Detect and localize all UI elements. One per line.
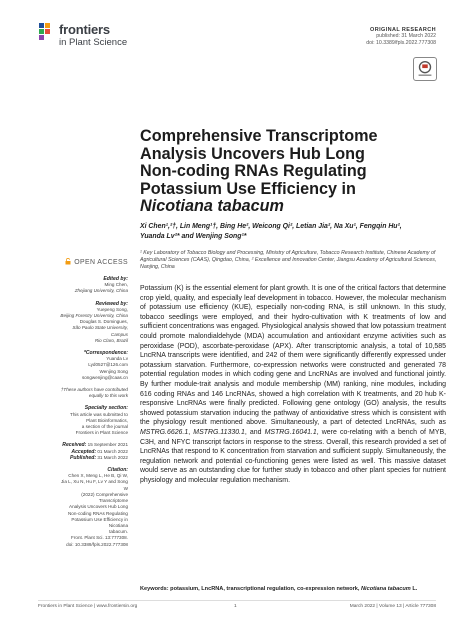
abstract-separator: , and <box>244 428 265 436</box>
published-date-sidebar: 31 March 2022 <box>97 454 128 460</box>
citation-line: Non-coding RNAs Regulating <box>67 510 128 516</box>
edited-by-section <box>58 276 128 295</box>
received-label: Received: <box>62 442 87 449</box>
citation-line: tabacum. <box>109 529 128 535</box>
check-updates-icon <box>414 58 436 80</box>
reviewer-affiliation: Beijing Forestry University, China <box>60 313 128 319</box>
abstract-separator: , <box>188 428 194 436</box>
footer-divider <box>38 600 436 601</box>
open-access-label[interactable] <box>58 258 128 266</box>
corresponding-email[interactable]: Lyd0527@126.com <box>88 362 128 368</box>
lncrna-id: MSTRG.16041.1 <box>264 428 317 436</box>
lncrna-id: MSTRG.11330.1 <box>193 428 245 436</box>
dates-section <box>58 442 128 461</box>
title-species: Nicotiana tabacum <box>140 197 284 216</box>
abstract <box>140 284 446 485</box>
citation-line: Jia L, Xu N, Hu F, Lv Y and Song W <box>61 479 128 491</box>
editor-name: Ming Chen, <box>104 282 128 288</box>
keywords-label: Keywords: <box>140 586 169 592</box>
affiliations <box>140 250 445 271</box>
affiliation-text: ¹ Key Laboratory of Tobacco Biology and Processing, Ministry of Agriculture, Tobacco Research Institute, Chinese Academy of Agricultural Sciences (CAAS), Qingdao, China, ² Excellence and Innovation Center, Jiangsu Academy of Agricultural Sciences, Nanjing, China <box>140 250 437 270</box>
editor-affiliation: Zhejiang University, China <box>74 288 128 294</box>
specialty-section <box>58 405 128 436</box>
keywords-species: Nicotiana tabacum <box>361 586 411 592</box>
specialty-line: a section of the journal <box>81 424 128 430</box>
page-header <box>0 0 474 60</box>
journal-name: in Plant Science <box>59 37 128 48</box>
title-line: Potassium Use Efficiency in <box>140 179 356 198</box>
check-for-updates-icon[interactable] <box>413 57 437 81</box>
author-list <box>140 222 440 241</box>
published-date: published: 31 March 2022 <box>376 33 436 39</box>
published-label: Published: <box>70 454 97 461</box>
citation-line: Analysis Uncovers Hub Long <box>69 504 128 510</box>
footer-volume: March 2022 | Volume 13 | Article 777308 <box>349 604 436 609</box>
article-type: ORIGINAL RESEARCH <box>370 27 436 33</box>
open-lock-icon <box>65 258 71 265</box>
edited-by-heading: Edited by: <box>103 276 128 282</box>
specialty-line: Plant Bioinformatics, <box>86 417 128 423</box>
citation-heading: Citation: <box>107 467 128 474</box>
article-title <box>140 128 440 216</box>
keywords <box>140 586 446 592</box>
reviewer-name: Yuepeng Song, <box>96 306 128 312</box>
lncrna-id: MSTRG.6626.1 <box>140 428 189 436</box>
reviewer-name: Douglas S. Domingues, <box>79 319 128 325</box>
abstract-text: Potassium (K) is the essential element for plant growth. It is one of the critical factors that determine crop yield, quality, and especially leaf development in tobacco. However, the molecular mechanism of potassium use efficiency (KUE), especially non-coding RNA, is still unknown. In this study, tobacco seedlings were employed, and their hydro-cultivation with K treatments of low and sufficient concentrations was engaged. Physiological analysis showed that low potassium treatment could promote malondialdehyde (MDA) accumulation and antioxidant enzyme activities such as peroxidase (POD), ascorbate-peroxidase (APX). After transcriptomic analysis, a total of 10,585 LncRNA transcripts were identified, and 242 of them were significantly differently expressed under potassium starvation. Furthermore, co-expression networks were constructed and generated 78 potential regulation modes in which coding gene and LncRNAs are involved and functional jointly. By further module-trait analysis and module membership (MM) ranking, nine modules, including 616 coding RNAs and 146 LncRNAs, showed a high correlation with K treatments, and 20 hub K-responsive LncRNAs were finally predicted. Following gene ontology (GO) analysis, the results showed potassium starvation inducing the pathway of antioxidative stress which is consistent with the physiology result mentioned above. Simultaneously, a part of detected LncRNAs, such as <box>140 285 446 427</box>
authors-line[interactable]: Xi Chen¹,²†, Lin Meng¹†, Bing He², Weicong Qi², Letian Jia², Na Xu¹, Fengqin Hu², <box>140 223 402 230</box>
open-access-text: OPEN ACCESS <box>74 259 128 266</box>
frontiers-logo[interactable] <box>38 22 133 52</box>
doi[interactable]: doi: 10.3389/fpls.2022.777308 <box>366 39 436 46</box>
title-line: Non-coding RNAs Regulating <box>140 162 367 181</box>
accepted-label: Accepted: <box>71 448 97 455</box>
corresponding-email[interactable]: songwenjing@caas.cn <box>81 374 128 380</box>
citation-doi[interactable]: doi: 10.3389/fpls.2022.777308 <box>66 541 128 547</box>
equal-contribution-note <box>58 387 128 399</box>
specialty-line: This article was submitted to <box>70 411 128 417</box>
abstract-text: , were co-relating with a bench of MYB, C3H, and NFYC transcript factors in response to the stress. Overall, this research provided a set of LncRNAs that respond to K concentration from starvation and sufficient supply. Simultaneously, the regulation network and potential co-functioning genes were listed as well. This massive dataset would serve as an outstanding clue for further study in tobacco and other plant species for nutrient physiology and molecular regulation mechanism. <box>140 428 446 484</box>
reviewed-by-heading: Reviewed by: <box>95 300 128 307</box>
accepted-date: 01 March 2022 <box>97 448 128 454</box>
page-number: 1 <box>234 604 237 609</box>
citation-line: Potassium Use Efficiency in Nicotiana <box>71 516 128 528</box>
correspondence-section <box>58 350 128 381</box>
citation-line: (2022) Comprehensive Transcriptome <box>81 491 128 504</box>
specialty-heading: Specialty section: <box>84 405 128 412</box>
reviewer-affiliation: São Paulo State University, Campus <box>72 325 128 337</box>
reviewed-by-section <box>58 301 128 344</box>
brand-name: frontiers <box>59 22 110 37</box>
received-date: 15 September 2021 <box>87 442 128 448</box>
equal-contribution-text: †These authors have contributed equally to this work <box>60 387 128 399</box>
specialty-line: Frontiers in Plant Science <box>75 430 128 436</box>
keywords-values: potassium, LncRNA, transcriptional regulation, co-expression network, <box>170 586 362 592</box>
article-meta <box>366 27 436 46</box>
citation-line: Chen X, Meng L, He B, Qi W, <box>68 473 128 479</box>
reviewer-affiliation: Rio Claro, Brazil <box>94 337 128 343</box>
footer-journal[interactable]: Frontiers in Plant Science | www.frontiersin.org <box>38 604 138 609</box>
corresponding-author: Wenjing Song <box>99 368 128 374</box>
citation-section <box>58 467 128 548</box>
correspondence-heading: *Correspondence: <box>83 350 128 357</box>
keywords-end: L. <box>410 586 418 592</box>
article-sidebar <box>58 258 128 554</box>
frontiers-logo-icon <box>38 22 56 44</box>
citation-line: Front. Plant Sci. 13:777308. <box>71 535 128 541</box>
title-line: Analysis Uncovers Hub Long <box>140 144 365 163</box>
corresponding-author: Yuanda Lv <box>106 356 128 362</box>
authors-line[interactable]: Yuanda Lv²* and Wenjing Song¹* <box>140 232 247 240</box>
title-line: Comprehensive Transcriptome <box>140 127 378 145</box>
